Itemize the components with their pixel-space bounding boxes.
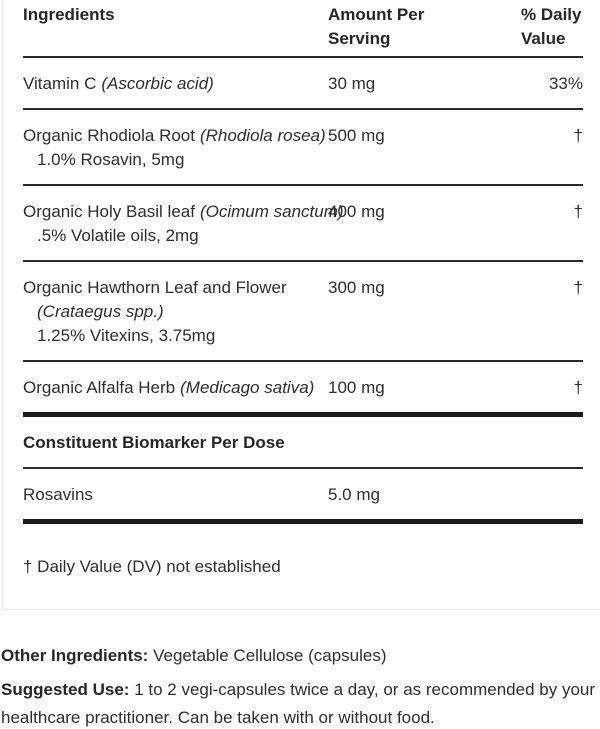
ingredient-latin-name: (Medicago sativa) (180, 378, 315, 397)
column-header-ingredients: Ingredients (23, 5, 115, 24)
ingredient-amount: 30 mg (328, 74, 376, 93)
ingredient-name-cell (23, 200, 344, 248)
table-header-row (23, 2, 583, 58)
constituent-biomarker-title: Constituent Biomarker Per Dose (23, 433, 285, 452)
ingredient-name-cell (23, 276, 328, 348)
ingredient-daily-value: † (573, 202, 583, 221)
other-ingredients-line (1, 642, 600, 670)
suggested-use-text: 1 to 2 vegi-capsules twice a day, or as recommended by your healthcare practitioner. Can be taken with or without food. (1, 680, 596, 727)
ingredient-name: Rosavins (23, 485, 93, 504)
ingredient-name: Organic Hawthorn Leaf and Flower (23, 278, 287, 297)
ingredient-amount: 100 mg (328, 378, 385, 397)
ingredient-daily-value (458, 483, 583, 507)
ingredient-latin-name: (Rhodiola rosea) (199, 126, 326, 145)
section-title-row (23, 417, 583, 469)
ingredient-amount: 5.0 mg (328, 485, 380, 504)
ingredient-name-cell (23, 483, 328, 507)
other-ingredients-label: Other Ingredients: (1, 646, 149, 665)
ingredient-subline: .5% Volatile oils, 2mg (37, 226, 199, 245)
ingredient-name: Organic Holy Basil leaf (Ocimum sanctum) (23, 202, 344, 221)
ingredient-name: Organic Rhodiola Root (Rhodiola rosea) (23, 126, 326, 145)
other-ingredients-text: Vegetable Cellulose (capsules) (148, 646, 387, 665)
daily-value-header-label: % Daily Value (521, 5, 582, 48)
ingredient-daily-value: † (573, 126, 583, 145)
ingredient-rows (23, 58, 583, 417)
ingredient-row (23, 362, 583, 417)
ingredient-daily-value: † (573, 278, 583, 297)
suggested-use-label: Suggested Use: (1, 680, 130, 699)
ingredient-daily-value: 33% (548, 74, 583, 93)
ingredient-amount: 400 mg (328, 202, 385, 221)
ingredient-daily-value: † (573, 378, 583, 397)
ingredient-subline: (Crataegus spp.) (37, 302, 164, 321)
ingredient-row (23, 186, 583, 262)
details-section (0, 642, 600, 729)
ingredient-latin-name: (Ascorbic acid) (101, 74, 214, 93)
ingredient-amount: 300 mg (328, 278, 385, 297)
ingredient-name-cell (23, 376, 328, 400)
ingredient-name: Vitamin C (Ascorbic acid) (23, 74, 214, 93)
ingredient-row (23, 58, 583, 110)
supplement-facts-panel (2, 0, 600, 610)
ingredient-amount: 500 mg (328, 126, 385, 145)
ingredient-name: Organic Alfalfa Herb (Medicago sativa) (23, 378, 315, 397)
ingredient-name-cell (23, 124, 328, 172)
ingredient-name-cell (23, 72, 328, 96)
ingredient-subline: 1.0% Rosavin, 5mg (37, 150, 185, 169)
ingredient-row (23, 262, 583, 362)
column-header-daily-value (458, 3, 583, 51)
suggested-use-line (1, 676, 600, 729)
ingredient-row (23, 110, 583, 186)
biomarker-rows (23, 469, 583, 524)
column-header-amount-per-serving: Amount Per Serving (328, 5, 425, 48)
daily-value-footnote: † Daily Value (DV) not established (23, 557, 281, 576)
ingredient-row (23, 469, 583, 519)
ingredient-subline: 1.25% Vitexins, 3.75mg (37, 326, 216, 345)
ingredient-latin-name: (Ocimum sanctum) (199, 202, 344, 221)
